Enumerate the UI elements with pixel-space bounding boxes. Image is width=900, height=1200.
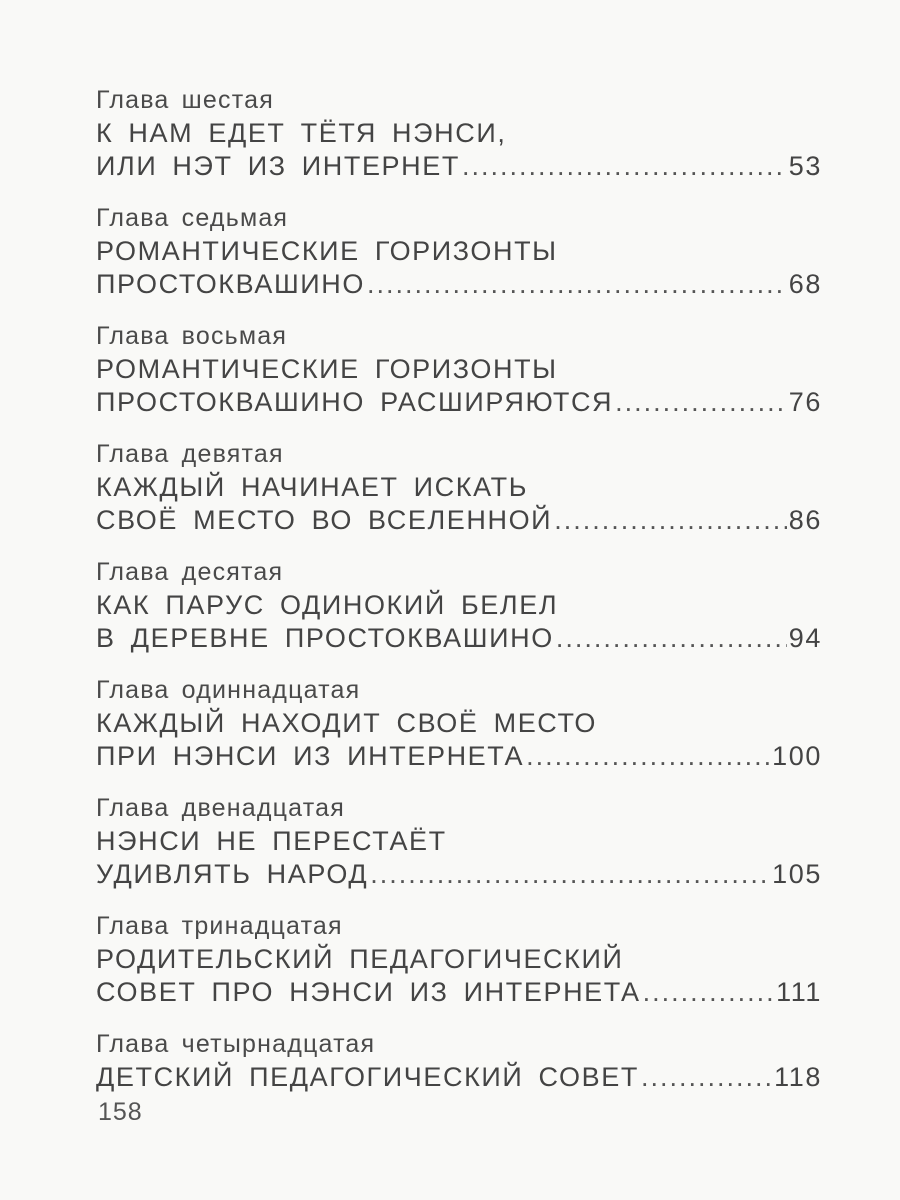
chapter-label: Глава десятая: [96, 558, 284, 586]
chapter-label: Глава шестая: [96, 86, 274, 114]
chapter-title-last-line: [96, 740, 822, 773]
table-of-contents: [96, 84, 822, 1113]
page-ref[interactable]: 94: [788, 623, 822, 653]
toc-entry[interactable]: [96, 202, 822, 301]
chapter-label: Глава девятая: [96, 440, 284, 468]
page-ref[interactable]: 111: [776, 977, 822, 1007]
chapter-title-text: ДЕТСКИЙ ПЕДАГОГИЧЕСКИЙ СОВЕТ: [96, 1062, 639, 1092]
toc-entry[interactable]: [96, 84, 822, 183]
toc-entry[interactable]: [96, 674, 822, 773]
toc-entry[interactable]: [96, 792, 822, 891]
chapter-title-text: ПРОСТОКВАШИНО: [96, 269, 366, 299]
chapter-label: Глава тринадцатая: [96, 912, 343, 940]
toc-entry[interactable]: [96, 556, 822, 655]
chapter-title-text: СВОЁ МЕСТО ВО ВСЕЛЕННОЙ: [96, 505, 553, 535]
chapter-title-line: РОМАНТИЧЕСКИЕ ГОРИЗОНТЫ: [96, 354, 558, 384]
dot-leader: [641, 1061, 772, 1094]
page-ref[interactable]: 53: [788, 151, 822, 181]
dot-leader: [462, 150, 787, 183]
page-ref[interactable]: 86: [788, 505, 822, 535]
dot-leader: [554, 504, 787, 537]
page-ref[interactable]: 100: [772, 741, 822, 771]
chapter-title-last-line: [96, 504, 822, 537]
page-ref[interactable]: 118: [774, 1062, 822, 1092]
chapter-title-line: РОДИТЕЛЬСКИЙ ПЕДАГОГИЧЕСКИЙ: [96, 944, 624, 974]
chapter-title-line: К НАМ ЕДЕТ ТЁТЯ НЭНСИ,: [96, 118, 507, 148]
chapter-title-last-line: [96, 386, 822, 419]
toc-entry[interactable]: [96, 910, 822, 1009]
chapter-title-text: УДИВЛЯТЬ НАРОД: [96, 859, 369, 889]
dot-leader: [556, 622, 787, 655]
toc-entry[interactable]: [96, 1028, 822, 1094]
chapter-title-line: НЭНСИ НЕ ПЕРЕСТАЁТ: [96, 826, 447, 856]
chapter-title-last-line: [96, 976, 822, 1009]
chapter-title-text: ПРОСТОКВАШИНО РАСШИРЯЮТСЯ: [96, 387, 614, 417]
page-number: 158: [98, 1098, 143, 1126]
chapter-label: Глава двенадцатая: [96, 794, 345, 822]
chapter-title-last-line: [96, 150, 822, 183]
dot-leader: [643, 976, 775, 1009]
chapter-label: Глава четырнадцатая: [96, 1030, 376, 1058]
chapter-title-last-line: [96, 1061, 822, 1094]
chapter-title-line: РОМАНТИЧЕСКИЕ ГОРИЗОНТЫ: [96, 236, 558, 266]
chapter-title-line: КАЖДЫЙ НАЧИНАЕТ ИСКАТЬ: [96, 472, 529, 502]
page-ref[interactable]: 76: [788, 387, 822, 417]
chapter-title-last-line: [96, 858, 822, 891]
chapter-title-line: КАК ПАРУС ОДИНОКИЙ БЕЛЕЛ: [96, 590, 559, 620]
page-ref[interactable]: 68: [788, 269, 822, 299]
chapter-title-text: СОВЕТ ПРО НЭНСИ ИЗ ИНТЕРНЕТА: [96, 977, 641, 1007]
dot-leader: [367, 268, 787, 301]
toc-entry[interactable]: [96, 438, 822, 537]
dot-leader: [615, 386, 787, 419]
toc-entry[interactable]: [96, 320, 822, 419]
chapter-title-line: КАЖДЫЙ НАХОДИТ СВОЁ МЕСТО: [96, 708, 597, 738]
dot-leader: [526, 740, 770, 773]
chapter-label: Глава восьмая: [96, 322, 288, 350]
chapter-label: Глава одиннадцатая: [96, 676, 361, 704]
chapter-title-text: ПРИ НЭНСИ ИЗ ИНТЕРНЕТА: [96, 741, 525, 771]
chapter-label: Глава седьмая: [96, 204, 289, 232]
chapter-title-last-line: [96, 622, 822, 655]
chapter-title-text: ИЛИ НЭТ ИЗ ИНТЕРНЕТ: [96, 151, 460, 181]
page-ref[interactable]: 105: [772, 859, 822, 889]
chapter-title-text: В ДЕРЕВНЕ ПРОСТОКВАШИНО: [96, 623, 554, 653]
chapter-title-last-line: [96, 268, 822, 301]
dot-leader: [370, 858, 770, 891]
